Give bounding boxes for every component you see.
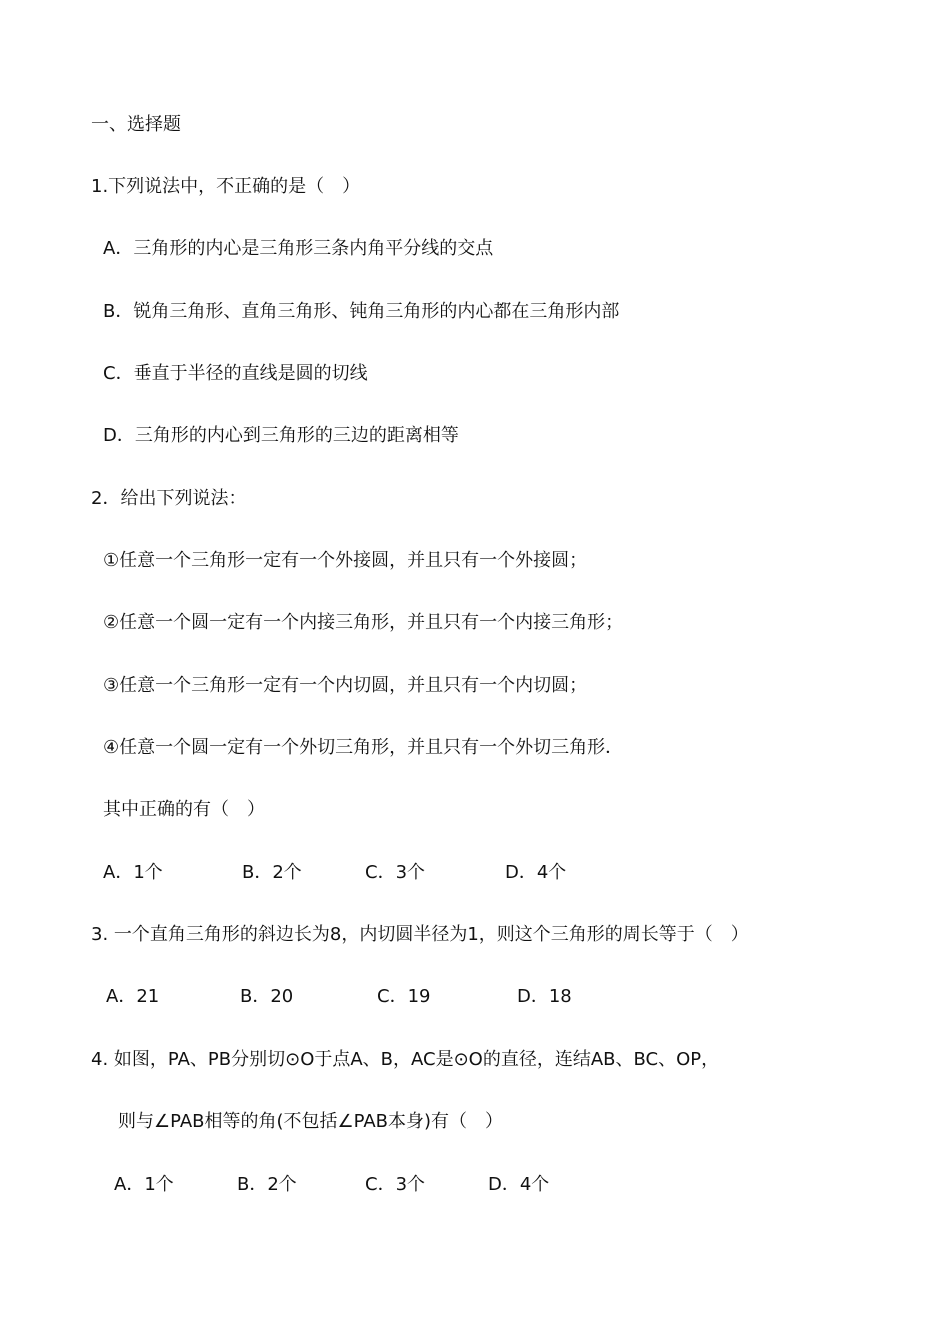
q2-statement-4: ④任意一个圆一定有一个外切三角形，并且只有一个外切三角形． bbox=[103, 737, 624, 758]
q3-option-b[interactable]: B．20 bbox=[240, 986, 294, 1007]
q1-option-b[interactable]: B．锐角三角形、直角三角形、钝角三角形的内心都在三角形内部 bbox=[103, 301, 620, 322]
q2-statement-3: ③任意一个三角形一定有一个内切圆，并且只有一个内切圆； bbox=[103, 675, 588, 696]
q2-prompt: 其中正确的有（ ） bbox=[103, 799, 265, 820]
q4-stem-line-2: 则与∠PAB相等的角(不包括∠PAB本身)有（ ） bbox=[118, 1111, 504, 1132]
q3-option-a[interactable]: A．21 bbox=[106, 986, 160, 1007]
q1-option-a[interactable]: A．三角形的内心是三角形三条内角平分线的交点 bbox=[103, 238, 494, 259]
q2-statement-2: ②任意一个圆一定有一个内接三角形，并且只有一个内接三角形； bbox=[103, 612, 624, 633]
q4-option-c[interactable]: C．3个 bbox=[365, 1174, 426, 1195]
q2-option-c[interactable]: C．3个 bbox=[365, 862, 426, 883]
q1-option-c[interactable]: C．垂直于半径的直线是圆的切线 bbox=[103, 363, 368, 384]
q1-option-d[interactable]: D．三角形的内心到三角形的三边的距离相等 bbox=[103, 425, 459, 446]
q2-option-b[interactable]: B．2个 bbox=[242, 862, 302, 883]
q2-statement-1: ①任意一个三角形一定有一个外接圆，并且只有一个外接圆； bbox=[103, 550, 588, 571]
q4-option-b[interactable]: B．2个 bbox=[237, 1174, 297, 1195]
section-title: 一、选择题 bbox=[91, 114, 181, 135]
q4-option-d[interactable]: D．4个 bbox=[488, 1174, 550, 1195]
q2-option-d[interactable]: D．4个 bbox=[505, 862, 567, 883]
q4-option-a[interactable]: A．1个 bbox=[114, 1174, 174, 1195]
q1-stem: 1.下列说法中，不正确的是（ ） bbox=[91, 176, 361, 197]
q2-option-a[interactable]: A．1个 bbox=[103, 862, 163, 883]
q3-option-c[interactable]: C．19 bbox=[377, 986, 431, 1007]
q3-option-d[interactable]: D．18 bbox=[517, 986, 572, 1007]
q3-stem: 3. 一个直角三角形的斜边长为8，内切圆半径为1，则这个三角形的周长等于（ ） bbox=[91, 924, 749, 945]
q4-stem-line-1: 4. 如图，PA、PB分别切⊙O于点A、B，AC是⊙O的直径，连结AB、BC、OP， bbox=[91, 1049, 720, 1070]
q2-stem: 2．给出下列说法： bbox=[91, 488, 247, 509]
